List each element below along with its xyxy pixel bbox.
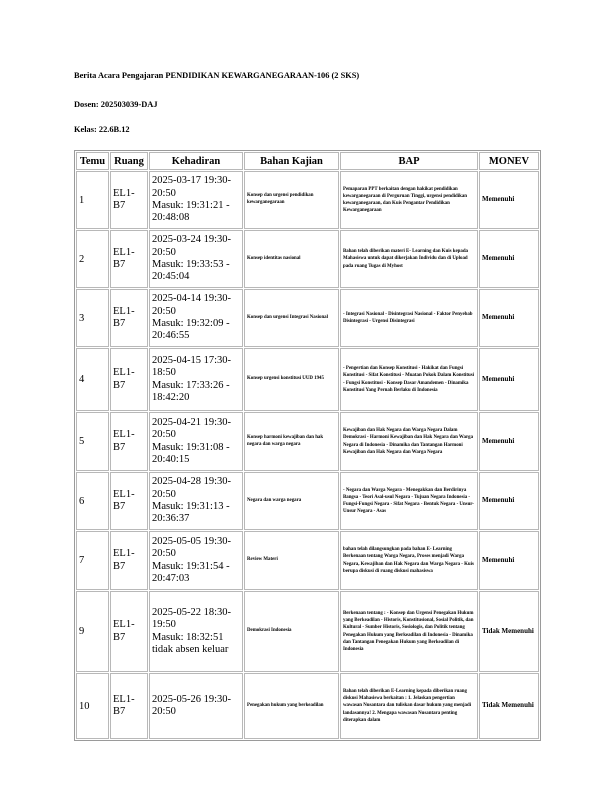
bap-cell: Berkenaan tentang : - Konsep dan Urgensi Penegakan Hukum yang Berkeadilan - Historis, Konstitusional, Sosial Politik, dan Kultural - Sumber Historis, Sosiologis, dan Politik tentang Penegakan Hukum yang Berkeadilan di Indonesia - Dinamika dan Tantangan Penegakan Hukum yang Berkeadilan di Indonesia [340, 591, 478, 672]
attendance-line: 2025-03-17 19:30-20:50 [152, 175, 232, 199]
table-row [76, 289, 539, 347]
meeting-number-cell: 5 [76, 412, 109, 471]
room-cell: EL1-B7 [110, 171, 148, 229]
attendance-cell [149, 348, 243, 411]
attendance-cell [149, 673, 243, 739]
attendance-cell [149, 591, 243, 672]
attendance-line: 2025-03-24 19:30-20:50 [152, 234, 232, 258]
meeting-number-cell: 7 [76, 531, 109, 590]
attendance-line: Masuk: 19:31:21 - 20:48:08 [152, 200, 230, 224]
monev-cell: Memenuhi [479, 289, 539, 347]
attendance-cell [149, 472, 243, 530]
topic-cell: Konsep identitas nasional [244, 230, 339, 288]
document-title: Berita Acara Pengajaran PENDIDIKAN KEWARGANEGARAAN-106 (2 SKS) [74, 71, 360, 80]
monev-cell: Tidak Memenuhi [479, 673, 539, 739]
table-header-row [76, 152, 539, 170]
attendance-line: 2025-04-21 19:30-20:50 [152, 416, 232, 441]
room-cell: EL1-B7 [110, 348, 148, 411]
column-header-ruang: Ruang [110, 152, 148, 170]
bap-cell: Bahan telah diberikan materi E- Learning dan Kuis kepada Mahasiswa untuk dapat dikerjakan Individu dan di Upload pada ruang Tugas di Myhost [340, 230, 478, 288]
table-row [76, 472, 539, 530]
attendance-cell [149, 230, 243, 288]
column-header-bahan-kajian: Bahan Kajian [244, 152, 339, 170]
attendance-line: Masuk: 17:33:26 - 18:42:20 [152, 379, 230, 403]
monev-cell: Memenuhi [479, 412, 539, 471]
room-cell: EL1-B7 [110, 531, 148, 590]
attendance-cell [149, 412, 243, 471]
topic-cell: Konsep dan urgensi pendidikan kewarganegaraan [244, 171, 339, 229]
bap-cell: bahan telah dilangsungkan pada bahan E- Learning Berkenaan tentang Warga Negara, Proses menjadi Warga Negara, Kewajiban dan Hak Negara dan Warga Negara - Kuis berupa diskusi di ruang diskusi mahasiswa [340, 531, 478, 590]
table-row [76, 591, 539, 672]
attendance-line: 2025-05-22 18:30-19:50 [152, 606, 232, 631]
attendance-line: Masuk: 19:32:09 - 20:46:55 [152, 318, 230, 342]
room-cell: EL1-B7 [110, 230, 148, 288]
attendance-line: 2025-05-26 19:30-20:50 [152, 693, 232, 717]
meeting-number-cell: 2 [76, 230, 109, 288]
attendance-line: Masuk: 19:33:53 - 20:45:04 [152, 259, 230, 283]
table-row [76, 348, 539, 411]
attendance-line: Masuk: 18:32:51 [152, 631, 224, 643]
monev-cell: Tidak Memenuhi [479, 591, 539, 672]
table-row [76, 673, 539, 739]
attendance-cell [149, 171, 243, 229]
topic-cell: Konsep urgensi konstitusi UUD 1945 [244, 348, 339, 411]
meeting-number-cell: 10 [76, 673, 109, 739]
attendance-line: Masuk: 19:31:08 - 20:40:15 [152, 441, 230, 465]
meeting-number-cell: 9 [76, 591, 109, 672]
class-line: Kelas: 22.6B.12 [74, 125, 130, 134]
bap-cell: Pemaparan PPT berkaitan dengan hakikat pendidikan kewarganegaraan di Perguruan Tinggi, urgensi pendidikan kewarganegaraan, dan Kuis Pengantar Pendidikan Kewarganegaraan [340, 171, 478, 229]
attendance-cell [149, 289, 243, 347]
topic-cell: Demokrasi Indonesia [244, 591, 339, 672]
table-row [76, 171, 539, 229]
monev-cell: Memenuhi [479, 230, 539, 288]
attendance-line: tidak absen keluar [152, 643, 229, 655]
monev-cell: Memenuhi [479, 171, 539, 229]
room-cell: EL1-B7 [110, 591, 148, 672]
monev-cell: Memenuhi [479, 472, 539, 530]
lecturer-line: Dosen: 202503039-DAJ [74, 100, 158, 109]
topic-cell: Konsep harmoni kewajiban dan hak negara dan warga negara [244, 412, 339, 471]
meeting-number-cell: 6 [76, 472, 109, 530]
teaching-record-table [74, 150, 541, 741]
bap-cell: - Integrasi Nasional - Disintegrasi Nasional - Faktor Penyebab Disintegrasi - Urgensi Disintegrasi [340, 289, 478, 347]
meeting-number-cell: 3 [76, 289, 109, 347]
monev-cell: Memenuhi [479, 531, 539, 590]
column-header-temu: Temu [76, 152, 109, 170]
attendance-cell [149, 531, 243, 590]
bap-cell: Kewajiban dan Hak Negara dan Warga Negara Dalam Demokrasi - Harmoni Kewajiban dan Hak Negara dan Warga Negara di Indonesia - Dinamika dan Tantangan Harmoni Kewajiban dan Hak Negara dan Warga Negara [340, 412, 478, 471]
meeting-number-cell: 1 [76, 171, 109, 229]
bap-cell: - Pengertian dan Konsep Konstitusi - Hakikat dan Fungsi Konstitusi - Sifat Konstitusi - Muatan Pokok Dalam Konstitusi - Fungsi Konstitusi - Konsep Dasar Amandemen - Dinamika Konstitusi Yang Pernah Berlaku di Indonesia [340, 348, 478, 411]
attendance-line: Masuk: 19:31:54 - 20:47:03 [152, 560, 230, 584]
attendance-line: 2025-04-14 19:30-20:50 [152, 293, 232, 317]
bap-cell: Bahan telah diberikan E-Learning kepada diberikan ruang diskusi Mahasiswa berkaitan : 1. Jelaskan pengertian wawasan Nusantara dan tuliskan dasar hukum yang menjadi landasannya! 2. Mengapa wawasan Nusantara penting diterapkan dalam [340, 673, 478, 739]
attendance-line: 2025-05-05 19:30-20:50 [152, 535, 232, 560]
attendance-line: Masuk: 19:31:13 - 20:36:37 [152, 501, 230, 525]
column-header-bap: BAP [340, 152, 478, 170]
room-cell: EL1-B7 [110, 412, 148, 471]
attendance-line: 2025-04-15 17:30-18:50 [152, 354, 232, 379]
room-cell: EL1-B7 [110, 472, 148, 530]
topic-cell: Penegakan hukum yang berkeadilan [244, 673, 339, 739]
room-cell: EL1-B7 [110, 673, 148, 739]
column-header-monev: MONEV [479, 152, 539, 170]
column-header-kehadiran: Kehadiran [149, 152, 243, 170]
topic-cell: Review Materi [244, 531, 339, 590]
table-row [76, 412, 539, 471]
room-cell: EL1-B7 [110, 289, 148, 347]
table-row [76, 531, 539, 590]
monev-cell: Memenuhi [479, 348, 539, 411]
bap-cell: - Negara dan Warga Negara - Menegakkan dan Berdirinya Bangsa - Teori Asal-usul Negara - Tujuan Negara Indonesia - Fungsi-Fungsi Negara - Sifat Negara - Bentuk Negara - Unsur-Unsur Negara - Asas [340, 472, 478, 530]
table-row [76, 230, 539, 288]
topic-cell: Negara dan warga negara [244, 472, 339, 530]
topic-cell: Konsep dan urgensi Integrasi Nasional [244, 289, 339, 347]
attendance-line: 2025-04-28 19:30-20:50 [152, 476, 232, 500]
meeting-number-cell: 4 [76, 348, 109, 411]
